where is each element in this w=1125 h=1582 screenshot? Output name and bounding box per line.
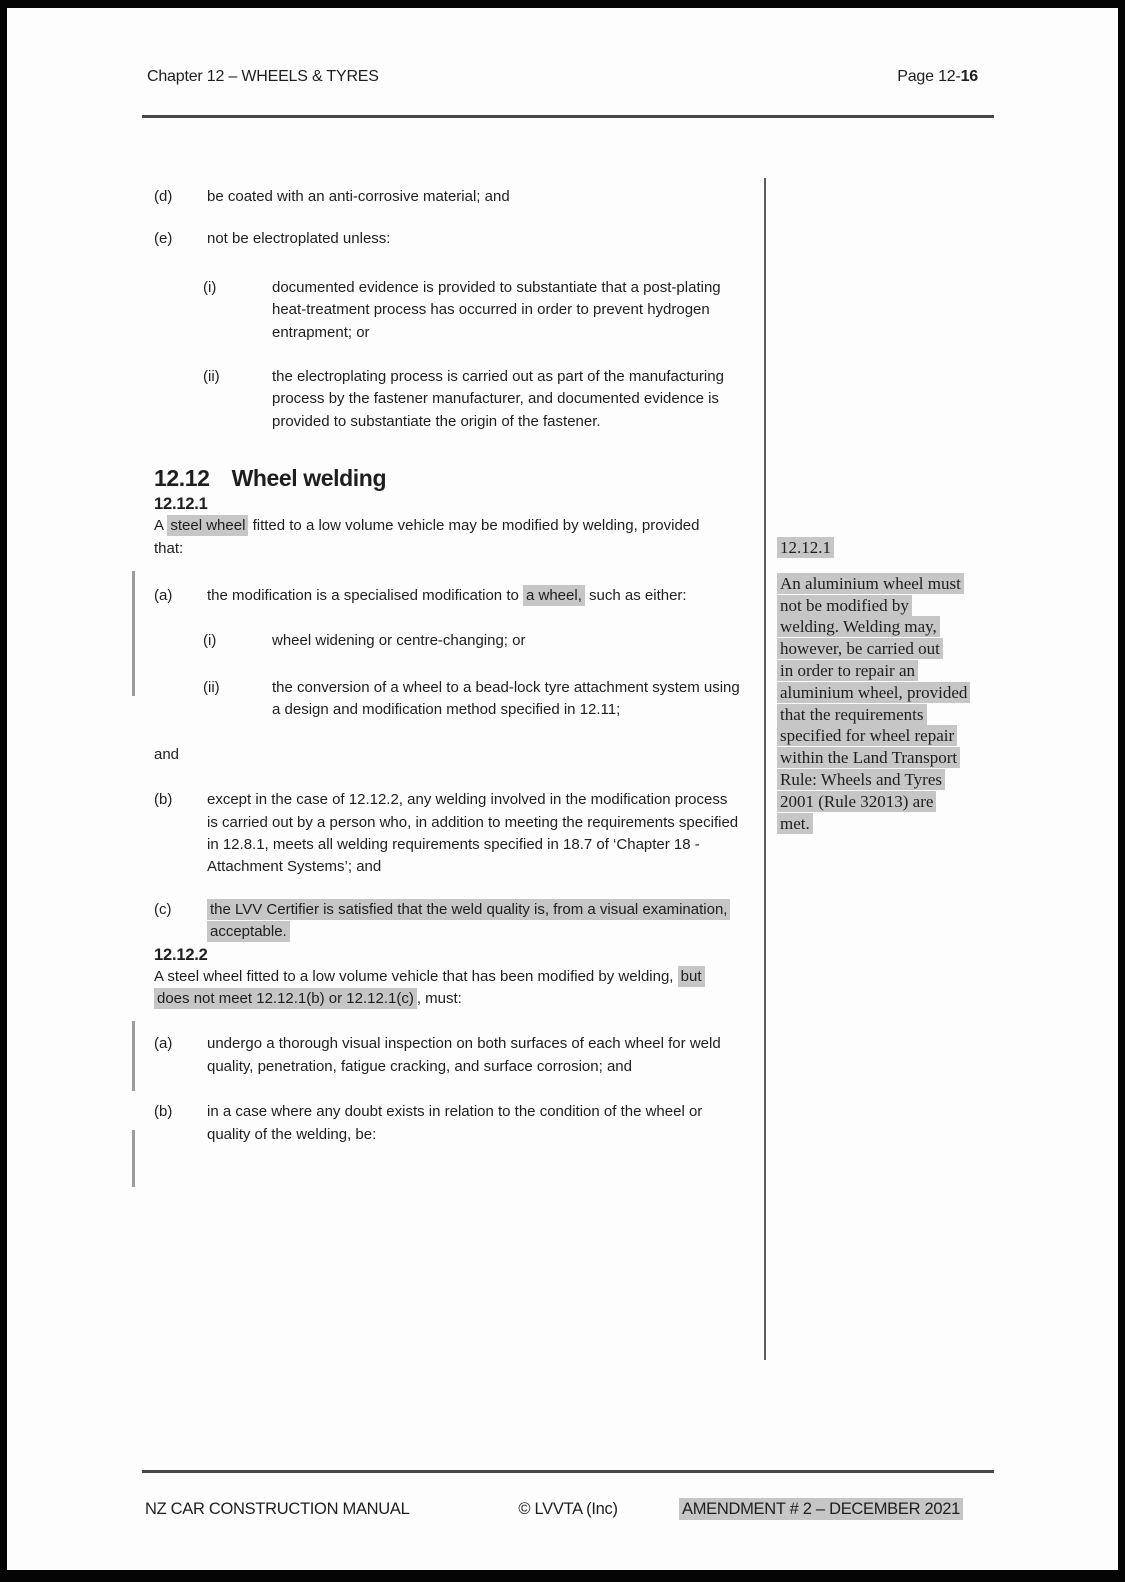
note-line: specified for wheel repair: [777, 725, 999, 747]
item-label: (b): [154, 1103, 173, 1121]
note-line: however, be carried out: [777, 638, 999, 660]
footer-copyright: © LVVTA (Inc): [518, 1500, 618, 1518]
item-text: documented evidence is provided to substantiate that a post-plating heat-treatment process has occurred in order to prevent hydrogen entrapment; or: [272, 278, 721, 341]
list-item-e: [154, 228, 740, 250]
footer-amendment: [679, 1500, 963, 1519]
margin-note-heading: [777, 537, 999, 559]
header-chapter-title: Chapter 12 – WHEELS & TYRES: [147, 68, 379, 85]
list-connector-and: and: [154, 745, 180, 763]
list-item-d: [154, 186, 740, 208]
list-subitem-ii: [203, 366, 740, 433]
item-text: [207, 585, 740, 607]
paragraph-text: such as either:: [584, 587, 687, 605]
item-label: (ii): [203, 368, 220, 386]
note-line: within the Land Transport: [777, 747, 999, 769]
page-label-prefix: Page 12-: [897, 68, 961, 85]
footer-manual-title: NZ CAR CONSTRUCTION MANUAL: [145, 1500, 410, 1518]
paragraph-text: the modification is a specialised modification to: [207, 587, 523, 605]
highlighted-text: steel wheel: [167, 515, 248, 536]
paragraph-text: , must:: [416, 989, 462, 1007]
main-text-column: [154, 178, 740, 1146]
item-label: (i): [203, 632, 217, 650]
paragraph-12-12-2: [154, 966, 729, 1011]
item-text: in a case where any doubt exists in relation to the condition of the wheel or quality of the welding, be:: [207, 1103, 703, 1143]
section-heading: [154, 463, 740, 493]
note-line: Rule: Wheels and Tyres: [777, 769, 999, 791]
note-line: met.: [777, 813, 999, 835]
item-label: (c): [154, 900, 172, 918]
list-subitem-i: [203, 630, 740, 652]
note-line: aluminium wheel, provided: [777, 682, 999, 704]
note-line: that the requirements: [777, 704, 999, 726]
subsection-heading-12-12-2: 12.12.2: [154, 945, 208, 964]
note-line: An aluminium wheel must: [777, 573, 999, 595]
change-bar: [132, 1130, 135, 1187]
item-label: (ii): [203, 678, 220, 696]
item-label: (a): [154, 587, 173, 605]
page-label-number: 16: [960, 68, 978, 85]
item-text: be coated with an anti-corrosive material; and: [207, 188, 510, 205]
list-item-b2: [154, 1101, 740, 1146]
item-label: (d): [154, 188, 173, 205]
document-page: [7, 8, 1118, 1570]
change-bar: [132, 1021, 135, 1091]
section-number: 12.12: [154, 465, 210, 492]
item-label: (a): [154, 1035, 173, 1053]
paragraph-text: fitted to a low volume vehicle may be modified by welding, provided that:: [154, 517, 700, 557]
paragraph-text: A steel wheel fitted to a low volume vehicle that has been modified by welding,: [154, 967, 678, 985]
margin-note-body: [777, 573, 999, 835]
list-item-c: [154, 899, 740, 944]
list-subitem-ii: [203, 677, 740, 722]
list-item-a2: [154, 1033, 740, 1078]
section-title: Wheel welding: [231, 465, 387, 492]
note-line: 2001 (Rule 32013) are: [777, 791, 999, 813]
list-item-a: [154, 585, 740, 607]
highlighted-text: but does not meet 12.12.1(b) or 12.12.1(c): [154, 966, 705, 1009]
paragraph-12-12-1: [154, 515, 729, 560]
column-divider: [764, 178, 766, 1360]
list-item-b: [154, 789, 740, 879]
highlighted-text: AMENDMENT # 2 – DECEMBER 2021: [679, 1498, 963, 1520]
item-label: (e): [154, 230, 173, 248]
item-text: [207, 899, 740, 944]
note-line: welding. Welding may,: [777, 616, 999, 638]
item-text: undergo a thorough visual inspection on both surfaces of each wheel for weld quality, penetration, fatigue cracking, and surface corrosion; and: [207, 1035, 721, 1075]
item-text: not be electroplated unless:: [207, 230, 391, 248]
highlighted-text: a wheel,: [523, 585, 585, 606]
note-line: not be modified by: [777, 595, 999, 617]
note-line: in order to repair an: [777, 660, 999, 682]
footer-rule: [142, 1470, 994, 1473]
item-text: wheel widening or centre-changing; or: [272, 632, 526, 650]
paragraph-text: A: [154, 517, 168, 535]
change-bar: [132, 571, 135, 696]
item-label: (i): [203, 278, 217, 296]
item-text: except in the case of 12.12.2, any welding involved in the modification process is carried out by a person who, in addition to meeting the requirements specified in 12.8.1, meets all welding requirements specified in 18.7 of ‘Chapter 18 - Attachment Systems’; and: [207, 791, 739, 876]
header-rule: [142, 115, 994, 118]
highlighted-text: 12.12.1: [777, 537, 834, 558]
header-page-number: [897, 68, 978, 86]
highlighted-text: the LVV Certifier is satisfied that the weld quality is, from a visual examination, acceptable.: [207, 899, 730, 942]
list-subitem-i: [203, 277, 740, 344]
item-text: the electroplating process is carried out as part of the manufacturing process by the fastener manufacturer, and documented evidence is provided to substantiate the origin of the fastener.: [272, 368, 724, 430]
item-text: the conversion of a wheel to a bead-lock tyre attachment system using a design and modification method specified in 12.11;: [272, 678, 740, 719]
item-label: (b): [154, 791, 173, 809]
margin-note: [777, 537, 999, 834]
subsection-heading-12-12-1: 12.12.1: [154, 495, 208, 514]
